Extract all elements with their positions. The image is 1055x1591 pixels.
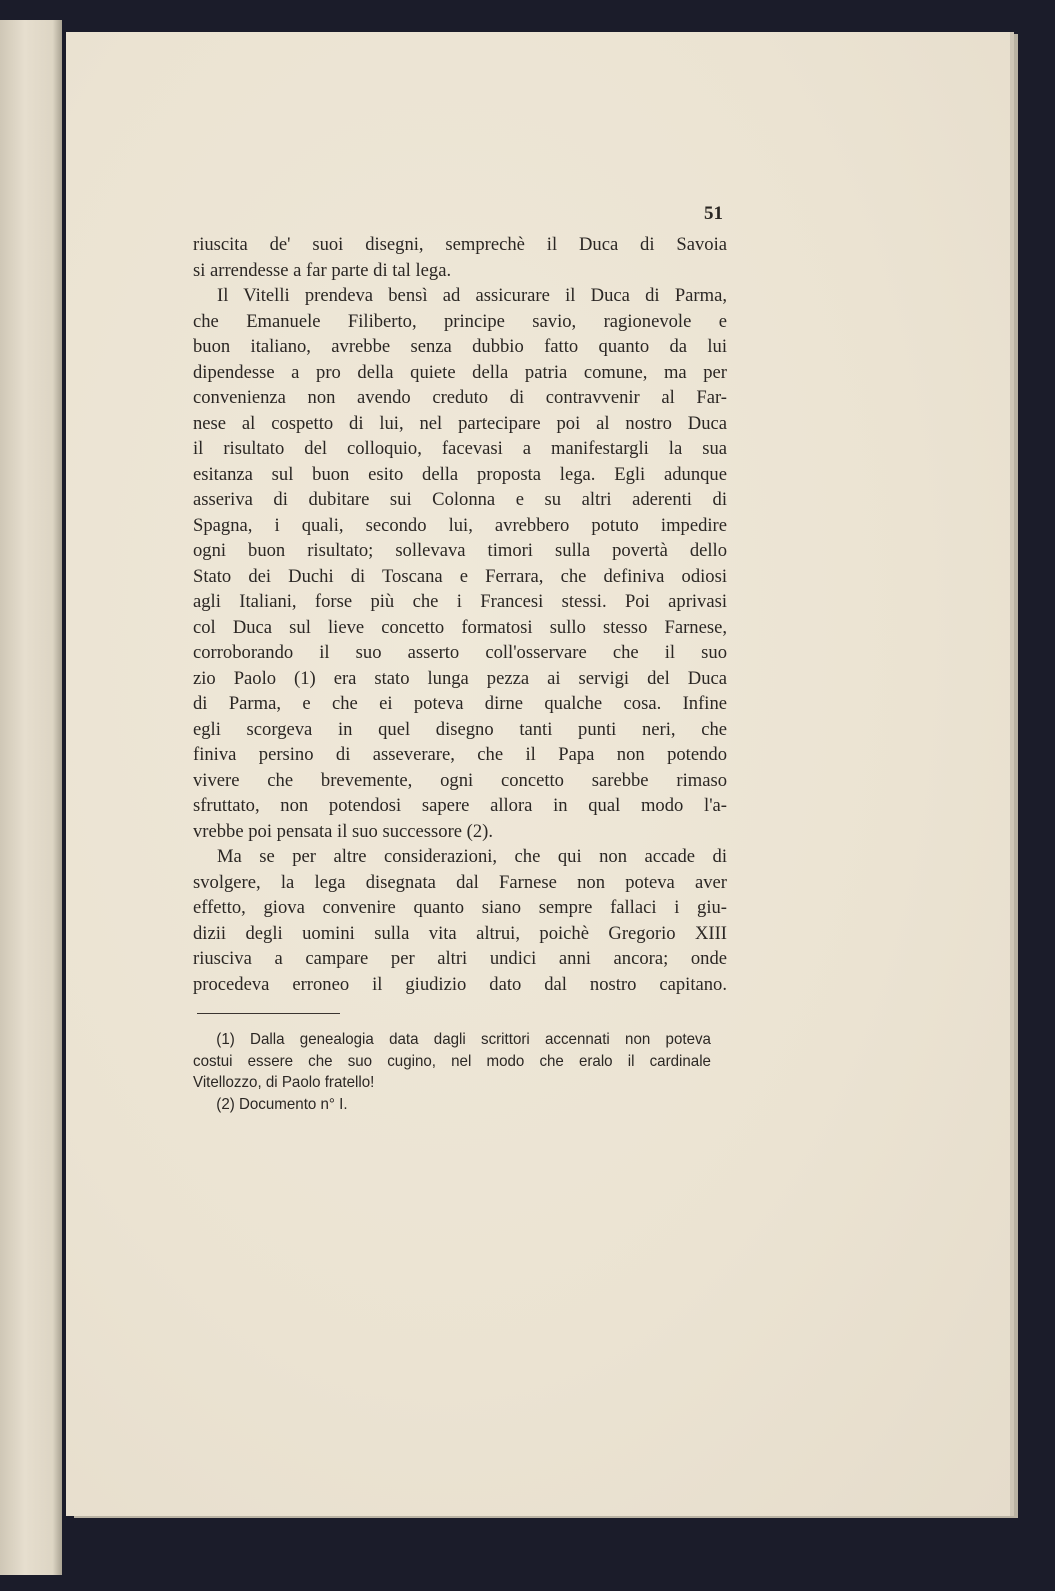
text-line: riusciva a campare per altri undici anni ancora; onde [193, 948, 727, 969]
text-line: Stato dei Duchi di Toscana e Ferrara, che definiva odiosi [193, 565, 727, 587]
footnote-line: costui essere che suo cugino, nel modo che eralo il cardinale [193, 1052, 711, 1070]
facing-page-edge [0, 20, 62, 1575]
page-number: 51 [704, 203, 723, 224]
paragraph [193, 844, 727, 997]
text-line: nese al cospetto di lui, nel partecipare poi al nostro Duca [193, 412, 727, 434]
text-line: dipendesse a pro della quiete della patria comune, ma per [193, 361, 727, 383]
text-line: Ma se per altre considerazioni, che qui non accade di [217, 846, 727, 867]
text-line: svolgere, la lega disegnata dal Farnese non poteva aver [193, 871, 727, 893]
text-line: agli Italiani, forse più che i Francesi stessi. Poi aprivasi [193, 591, 727, 612]
footnote [193, 1029, 711, 1094]
text-line: Spagna, i quali, secondo lui, avrebbero potuto impedire [193, 514, 727, 536]
paragraph [193, 232, 727, 283]
footnote-line: (1) Dalla genealogia data dagli scrittori accennati non poteva [216, 1031, 711, 1048]
footnotes [193, 1029, 711, 1115]
text-line: che Emanuele Filiberto, principe savio, ragionevole e [193, 310, 727, 332]
text-line: col Duca sul lieve concetto formatosi sullo stesso Farnese, [193, 616, 727, 638]
footnote-line: (2) Documento n° I. [216, 1095, 348, 1113]
text-line: procedeva erroneo il giudizio dato dal nostro capitano. [193, 973, 727, 995]
text-line: vivere che brevemente, ogni concetto sarebbe rimaso [193, 769, 727, 791]
text-line: zio Paolo (1) era stato lunga pezza ai servigi del Duca [193, 667, 727, 689]
text-line: corroborando il suo asserto coll'osservare che il suo [193, 642, 727, 663]
text-line: riuscita de' suoi disegni, semprechè il Duca di Savoia [193, 234, 727, 255]
text-line: Il Vitelli prendeva bensì ad assicurare il Duca di Parma, [217, 285, 727, 306]
text-line: si arrendesse a far parte di tal lega. [193, 259, 452, 281]
body-text [193, 232, 727, 997]
text-line: egli scorgeva in quel disegno tanti punti neri, che [193, 718, 727, 740]
text-line: buon italiano, avrebbe senza dubbio fatto quanto da lui [193, 336, 727, 357]
text-line: vrebbe poi pensata il suo successore (2). [193, 820, 493, 842]
text-line: il risultato del colloquio, facevasi a manifestargli la sua [193, 438, 727, 459]
footnote [193, 1094, 711, 1116]
text-line: asseriva di dubitare sui Colonna e su altri aderenti di [193, 489, 727, 510]
paragraph [193, 283, 727, 844]
text-line: convenienza non avendo creduto di contravvenir al Far- [193, 387, 727, 408]
text-line: dizii degli uomini sulla vita altrui, poichè Gregorio XIII [193, 922, 727, 944]
footnote-line: Vitellozzo, di Paolo fratello! [193, 1074, 375, 1091]
text-line: effetto, giova convenire quanto siano sempre fallaci i giu- [193, 897, 727, 918]
text-line: sfruttato, non potendosi sapere allora in qual modo l'a- [193, 795, 727, 816]
text-line: finiva persino di asseverare, che il Papa non potendo [193, 744, 727, 765]
footnote-rule [197, 1013, 340, 1014]
text-line: ogni buon risultato; sollevava timori sulla povertà dello [193, 540, 727, 561]
text-line: di Parma, e che ei poteva dirne qualche cosa. Infine [193, 693, 727, 714]
text-line: esitanza sul buon esito della proposta lega. Egli adunque [193, 463, 727, 485]
